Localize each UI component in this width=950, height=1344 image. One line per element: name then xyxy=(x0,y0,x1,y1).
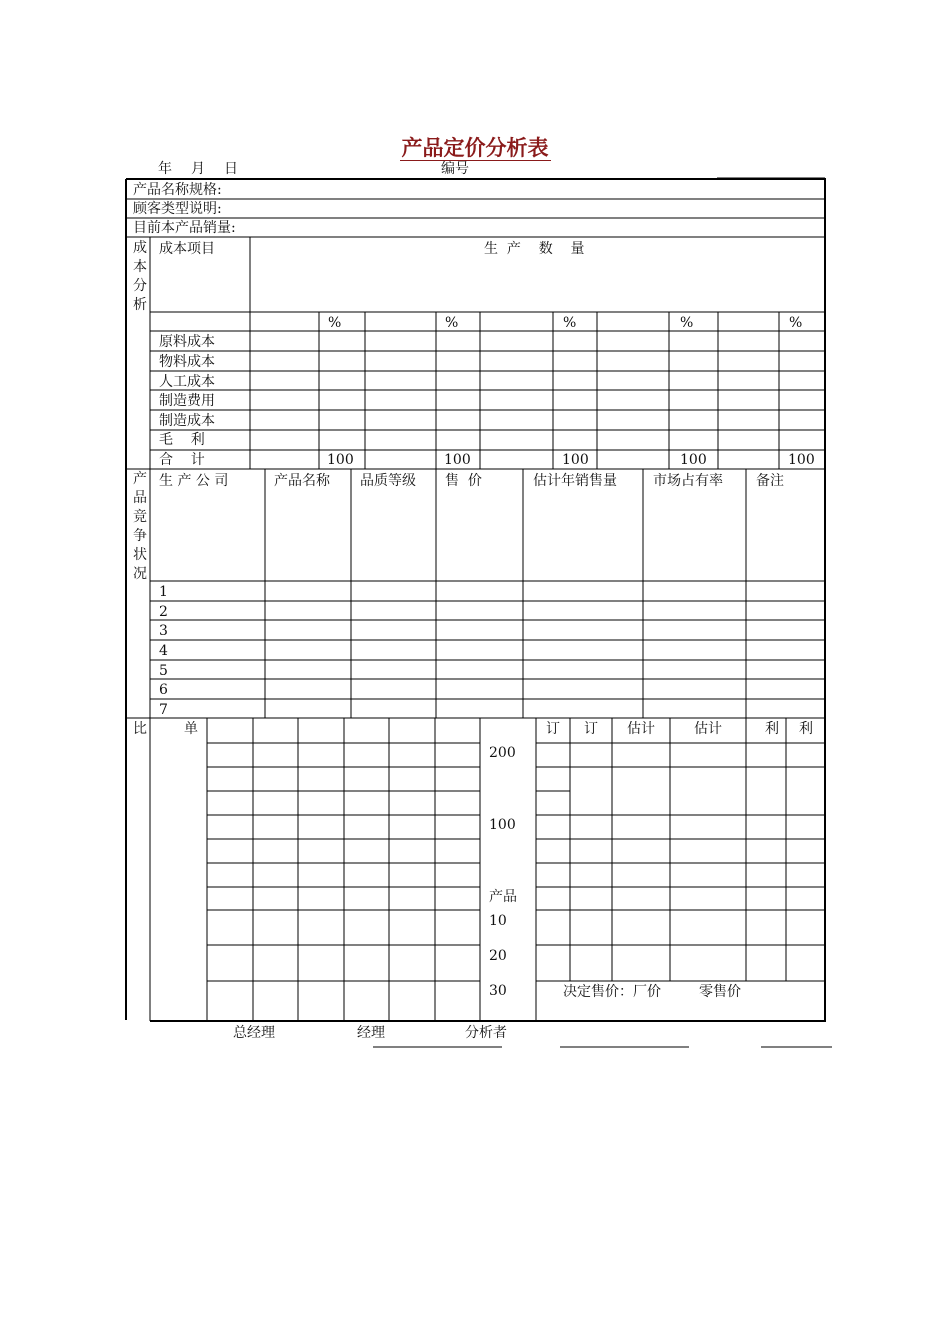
quality-grade-header: 品质等级 xyxy=(360,473,416,489)
manager-signature-label: 经理 xyxy=(357,1025,385,1041)
quantity-level-200: 200 xyxy=(489,745,516,761)
competitor-row-number: 6 xyxy=(159,682,168,698)
customer-type-label: 顾客类型说明: xyxy=(133,201,222,217)
product-name-spec-label: 产品名称规格: xyxy=(133,182,222,198)
competitor-row-number: 5 xyxy=(159,663,168,679)
day-label: 日 xyxy=(224,161,238,177)
percent-header-4: % xyxy=(680,315,694,331)
quantity-level-20: 20 xyxy=(489,948,507,964)
cost-item-supplies: 物料成本 xyxy=(159,354,215,370)
percent-header-3: % xyxy=(563,315,577,331)
cost-item-total: 合 计 xyxy=(159,452,205,468)
percent-header-5: % xyxy=(789,315,803,331)
competitor-company-header: 生 产 公 司 xyxy=(159,473,229,489)
order-header-1: 订 xyxy=(546,721,560,737)
cost-analysis-side-label: 成本分析 xyxy=(133,240,147,313)
percent-header-2: % xyxy=(445,315,459,331)
total-value-3: 100 xyxy=(562,452,589,468)
current-sales-label: 目前本产品销量: xyxy=(133,220,236,236)
page-title: 产品定价分析表 xyxy=(401,135,549,160)
total-value-4: 100 xyxy=(680,452,707,468)
quantity-level-100: 100 xyxy=(489,817,516,833)
cost-item-gross-profit: 毛 利 xyxy=(159,432,205,448)
total-value-2: 100 xyxy=(444,452,471,468)
market-share-header: 市场占有率 xyxy=(653,473,723,489)
competitor-row-number: 2 xyxy=(159,604,168,620)
competitor-row-number: 7 xyxy=(159,702,168,718)
estimate-header-2: 估计 xyxy=(694,721,722,737)
competitor-row-number: 3 xyxy=(159,623,168,639)
remarks-header: 备注 xyxy=(756,473,784,489)
competitor-row-number: 1 xyxy=(159,584,168,600)
quantity-level-30: 30 xyxy=(489,983,507,999)
total-value-5: 100 xyxy=(788,452,815,468)
percent-header-1: % xyxy=(328,315,342,331)
year-label: 年 xyxy=(158,161,172,177)
unit-price-header: 单 xyxy=(184,721,198,737)
cost-item-header: 成本项目 xyxy=(159,241,215,257)
compare-side-label: 比 xyxy=(133,721,147,737)
cost-item-labor: 人工成本 xyxy=(159,374,215,390)
annual-sales-header: 估计年销售量 xyxy=(533,473,617,489)
month-label: 月 xyxy=(191,161,205,177)
competitor-row-number: 4 xyxy=(159,643,168,659)
production-quantity-header: 生 产 数 量 xyxy=(484,241,585,257)
retail-price-label: 零售价 xyxy=(699,984,741,1000)
competitor-product-header: 产品名称 xyxy=(274,473,330,489)
cost-item-raw-material: 原料成本 xyxy=(159,334,215,350)
quantity-level-10: 10 xyxy=(489,913,507,929)
order-header-2: 订 xyxy=(584,721,598,737)
product-label: 产品 xyxy=(489,889,517,905)
estimate-header-1: 估计 xyxy=(627,721,655,737)
profit-header-1: 利 xyxy=(765,721,779,737)
cost-item-manufacturing-expense: 制造费用 xyxy=(159,393,215,409)
price-header: 售 价 xyxy=(445,473,482,489)
analyst-signature-label: 分析者 xyxy=(465,1025,507,1041)
profit-header-2: 利 xyxy=(799,721,813,737)
serial-label: 编号 xyxy=(441,161,469,177)
general-manager-signature-label: 总经理 xyxy=(233,1025,275,1041)
cost-item-manufacturing-cost: 制造成本 xyxy=(159,413,215,429)
decided-factory-price-label: 决定售价：厂价 xyxy=(563,984,661,1000)
competition-side-label: 产品竞争状况 xyxy=(133,471,147,582)
total-value-1: 100 xyxy=(327,452,354,468)
